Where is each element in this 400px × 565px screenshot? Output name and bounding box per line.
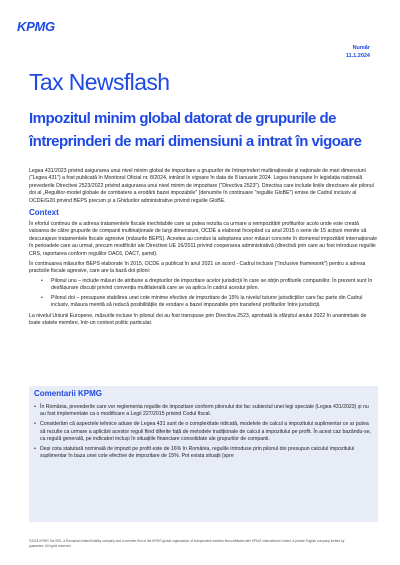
page-title: Tax Newsflash [29, 69, 170, 95]
issue-label: Număr [352, 45, 370, 51]
context-heading: Context [29, 208, 59, 218]
list-item: • În România, prevederile care vor reglementa regulile de impozitare conform pilonului doi fac subiectul unei legi speciale (Legea 431/2023) și nu au fost implementate ca o modificare a Legii 227/2015 privind Codul fiscal. [34, 404, 374, 419]
context-paragraph-1: În efortul continuu de a adresa tratamentele fiscale inechitabile care ar putea rezulta ca urmare a reimpozitării profiturilor acolo unde este creată valoarea de către grupurile de companii multinaționale de largi dimensiuni, OCDE a elaborat începând cu anul 2015 o serie de 15 acțiuni menite să descurajeze tratamentele fiscale agresive (măsurile BEPS). Acestea au condus la adoptarea unor măsuri concrete în domeniul impozitării internaționale în perioadele care au urmat, precum modificări ale Directivei UE 16/2011 privind cooperarea administrativă (directivă prin care au fost introduse regulile CRS, raportarea conform regulilor DAC6, DAC7, șamd). [29, 221, 378, 257]
issue-date: 11.1.2024 [345, 53, 370, 59]
context-closing-paragraph: La nivelul Uniunii Europene, măsurile incluse în pilonul doi au fost transpuse prin Directiva 2523, aprobată la sfârșitul anului 2022 în unanimitate de toate statele membre, într-un context politic particular. [29, 312, 367, 327]
comments-heading: Comentarii KPMG [34, 389, 103, 398]
copyright-footer: ©2024 KPMG Tax SRL, a Romanian limited liability company and a member firm of the KPMG global organization of independent member firms affiliated with KPMG International Limited, a private English company limited by guarantee. All rights reserved. [29, 539, 345, 548]
context-paragraph-2: În continuarea măsurilor BEPS elaborate în 2015, OCDE a publicat în anul 2021 un acord - Cadrul inclusiv ("Inclusive framework") pentru a adresa practicile fiscale agresive, care are la bază doi piloni: [29, 260, 366, 275]
article-headline: Impozitul minim global datorat de grupurile de întreprinderi de mari dimensiuni a intrat în vigoare [29, 110, 362, 150]
issue-info [346, 44, 370, 60]
list-item: • Pilonul doi – presupune stabilirea unei cote minime efective de impozitare de 15% la nivelul tuturor jurisdicțiilor care fac parte din Cadrul inclusiv, măsura menită să reducă posibilitățile de erodare a bazei impozabile prin transferul profiturilor între jurisdicții. [41, 295, 378, 310]
list-item: • Considerăm că aspectele tehnice aduse de Legea 431 sunt de o complexitate ridicată, modelele de calcul a impozitului suplimentar ce ar putea să rezulte ca urmare a aplicării acestor reguli fiind diferite față de metodele tradiționale de calcul a impozitului pe profit. În acest caz bazându-se, ca regulă generală, pe indicatori incluși în situațiile financiare consolidate ale grupurilor de companii. [34, 421, 374, 443]
kpmg-logo: KPMG [17, 19, 55, 34]
list-item: • Pilonul unu – include măsuri de atribuire a drepturilor de impozitare acelor jurisdicții în care se obțin profiturile companiilor. În prezent sunt în desfășurare discuții privind convenția multilaterală care se va aplica în cadrul acestui pilon. [41, 278, 378, 293]
comments-list [34, 404, 374, 463]
article-body [29, 168, 378, 330]
kpmg-comments-box [29, 386, 378, 522]
pillars-list [41, 278, 378, 310]
intro-paragraph: Legea 431/2023 privind asigurarea unui nivel minim global de impozitare a grupurilor de întreprinderi multinaționale și naționale de mari dimensiuni ("Legea 431") a fost publicată în Monitorul Oficial nr. 8/2024, intrând în vigoare în data de 8 ianuarie 2024. Legea transpune în legislația națională prevederile Directivei 2523/2022 privind asigurarea unui nivel minim de impozitare ("Directiva 2523"). Directiva care include liniile directoare ale pilonul doi al „Regulilor-model globale de combatere a erodării bazei impozabile" (denumite în continuare "regulile GloBE") emise de Cadrul inclusiv al OCDE/G20 privind BEPS precum și a Ghidurilor administrative privind regulile GloBE. [29, 168, 374, 204]
list-item: • Deși cota statutară nominală de impozit pe profit este de 16% în România, regulile introduse prin pilonul doi presupun calculul impozitului suplimentar în baza unei cote efective de impozitare de 15%. Pot exista situații (spre [34, 446, 374, 461]
